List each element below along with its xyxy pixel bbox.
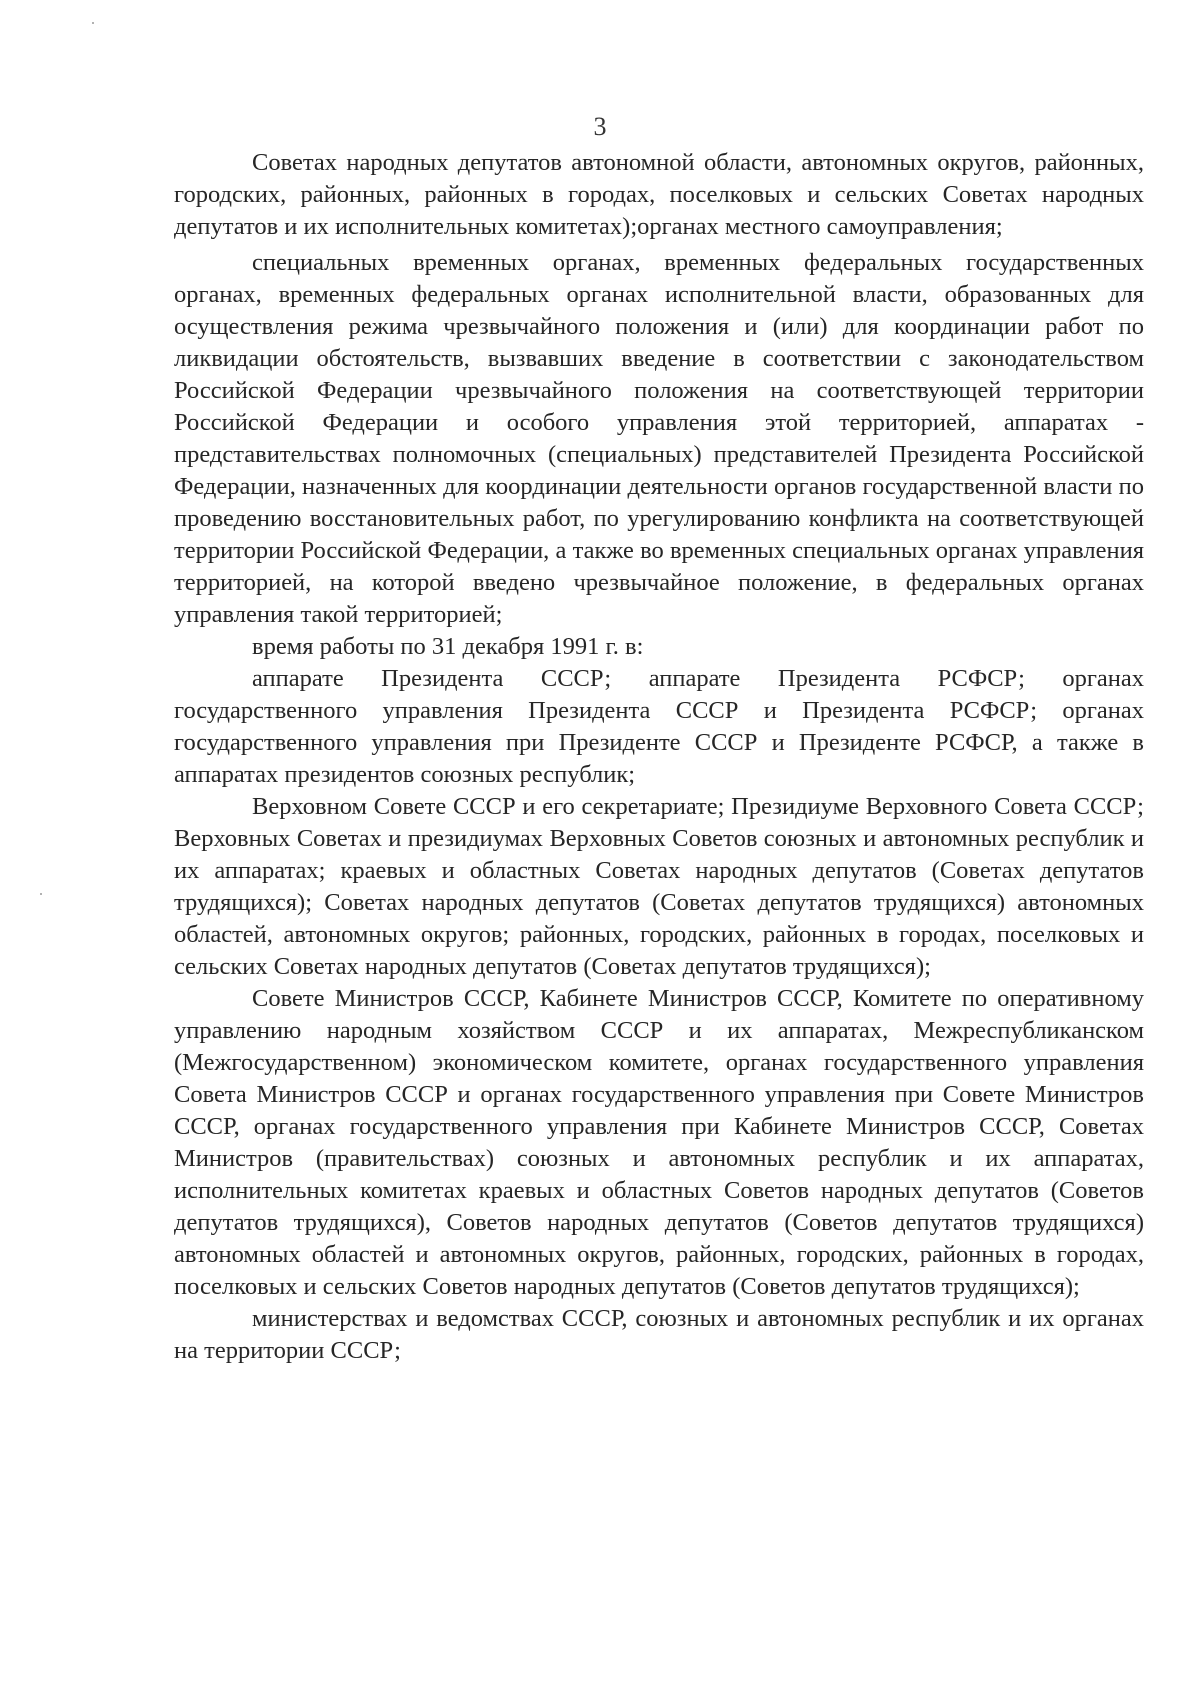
paragraph-ministries: министерствах и ведомствах СССР, союзных и автономных республик и их органах на территории СССР;: [174, 1305, 1144, 1364]
paragraph-work-time: время работы по 31 декабря 1991 г. в:: [252, 633, 644, 660]
paragraph-council-of-ministers: Совете Министров СССР, Кабинете Министров СССР, Комитете по оперативному управлению народным хозяйством СССР и их аппаратах, Межреспубликанском (Межгосударственном) экономическом комитете, органах государственного управления Совета Министров СССР и органах государственного управления при Совете Министров СССР, органах государственного управления при Кабинете Министров СССР, Советах Министров (правительствах) союзных и автономных республик и их аппаратах, исполнительных комитетах краевых и областных Советов народных депутатов (Советов депутатов трудящихся), Советов народных депутатов (Советов депутатов трудящихся) автономных областей и автономных округов, районных, городских, районных в городах, поселковых и сельских Советов народных депутатов (Советов депутатов трудящихся);: [174, 985, 1144, 1300]
document-body: [174, 147, 1144, 1367]
paragraph-supreme-soviet: Верховном Совете СССР и его секретариате; Президиуме Верховного Совета СССР; Верховных Советах и президиумах Верховных Советов союзных и автономных республик и их аппаратах; краевых и областных Советах народных депутатов (Советах депутатов трудящихся); Советах народных депутатов (Советах депутатов трудящихся) автономных областей, автономных округов; районных, городских, районных в городах, поселковых и сельских Советах народных депутатов (Советах депутатов трудящихся);: [174, 793, 1144, 980]
scan-speck: [92, 22, 94, 24]
scan-speck: [40, 893, 42, 895]
page-number: 3: [593, 112, 607, 141]
paragraph-councils-local: Советах народных депутатов автономной области, автономных округов, районных, городских, районных, районных в городах, поселковых и сельских Советах народных депутатов и их исполнительных комитетах);органах местного самоуправления;: [174, 149, 1144, 240]
paragraph-special-bodies: специальных временных органах, временных федеральных государственных органах, временных федеральных органах исполнительной власти, образованных для осуществления режима чрезвычайного положения и (или) для координации работ по ликвидации обстоятельств, вызвавших введение в соответствии с законодательством Российской Федерации чрезвычайного положения на соответствующей территории Российской Федерации и особого управления этой территорией, аппаратах - представительствах полномочных (специальных) представителей Президента Российской Федерации, назначенных для координации деятельности органов государственной власти по проведению восстановительных работ, по урегулированию конфликта на соответствующей территории Российской Федерации, а также во временных специальных органах управления территорией, на которой введено чрезвычайное положение, в федеральных органах управления такой территорией;: [174, 249, 1144, 628]
paragraph-president-apparatus: аппарате Президента СССР; аппарате Президента РСФСР; органах государственного управления Президента СССР и Президента РСФСР; органах государственного управления при Президенте СССР и Президенте РСФСР, а также в аппаратах президентов союзных республик;: [174, 665, 1144, 788]
